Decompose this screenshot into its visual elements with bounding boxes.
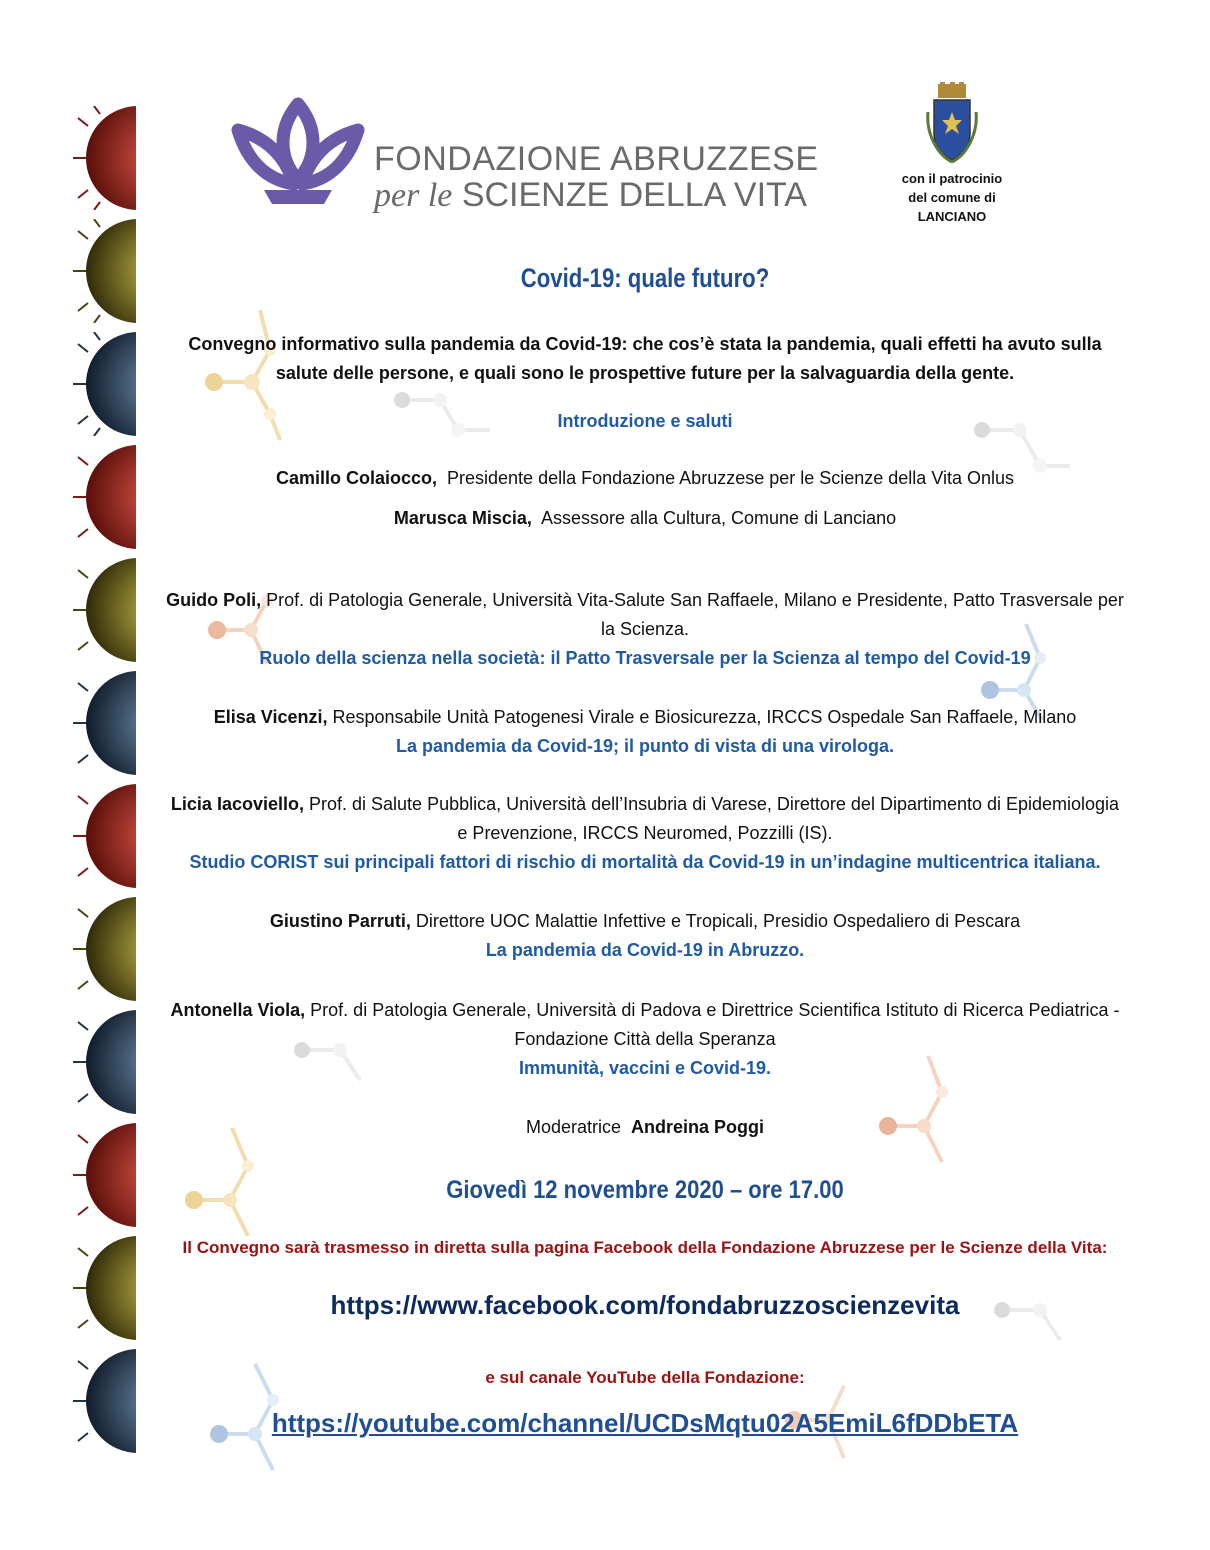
speaker-name: Giustino Parruti, [269,911,411,931]
virus-icon-blue [70,1010,136,1114]
event-intro-line-2: salute delle persone, e quali sono le prospettive future per la salvaguardia della gente. [275,363,1015,383]
talk-speaker-line-2: la Scienza. [600,619,690,639]
talk-speaker-line-1 [150,586,1140,615]
virus-icon-blue [70,1349,136,1453]
speaker-role: Prof. di Patologia Generale, Università Vita-Salute San Raffaele, Milano e Presidente, Patto Trasversale per [266,590,1124,610]
coat-of-arms-icon [926,82,978,164]
talk-speaker-line-2: Fondazione Città della Speranza [514,1029,776,1049]
youtube-note: e sul canale YouTube della Fondazione: [485,1368,805,1387]
event-intro-line-1: Convegno informativo sulla pandemia da Covid-19: che cos’è stata la pandemia, quali effetti ha avuto sulla [188,334,1102,354]
talk-5 [150,996,1140,1083]
lotus-logo-icon [228,88,368,206]
virus-icon-red [70,445,136,549]
speaker-role: Presidente della Fondazione Abruzzese per le Scienze della Vita Onlus [447,468,1015,488]
talk-2 [150,703,1140,761]
speaker-name: Elisa Vicenzi, [213,707,328,727]
logo-name-italic: per le [374,177,453,214]
talk-topic: Immunità, vaccini e Covid-19. [518,1058,772,1078]
speaker-role: Prof. di Patologia Generale, Università di Padova e Direttrice Scientifica Istituto di Ricerca Pediatrica - [310,1000,1120,1020]
event-date-time: Giovedì 12 novembre 2020 – ore 17.00 [446,1176,844,1204]
talk-speaker-line-2: e Prevenzione, IRCCS Neuromed, Pozzilli (IS). [457,823,833,843]
speaker-name: Marusca Miscia, [393,508,532,528]
patronage-line-3: LANCIANO [917,209,987,224]
logo-name-line1: FONDAZIONE ABRUZZESE [374,140,819,178]
speaker-name: Guido Poli, [166,590,262,610]
talk-topic: Studio CORIST sui principali fattori di rischio di mortalità da Covid-19 in un’indagine multicentrica italiana. [189,852,1101,872]
speaker-role: Prof. di Salute Pubblica, Università dell’Insubria di Varese, Direttore del Dipartimento di Epidemiologia [309,794,1120,814]
event-title: Covid-19: quale futuro? [520,263,770,293]
virus-icon-blue [70,332,136,436]
talk-1 [150,586,1140,673]
virus-icon-olive [70,1236,136,1340]
virus-icon-red [70,106,136,210]
logo-name-line2 [374,176,807,215]
intro-section-label: Introduzione e saluti [557,411,733,431]
virus-icon-olive [70,219,136,323]
talk-speaker-line-1 [150,790,1140,819]
speaker-name: Camillo Colaiocco, [275,468,437,488]
virus-decoration-strip [70,106,136,1462]
speaker-name: Licia Iacoviello, [170,794,304,814]
foundation-logo [228,88,819,214]
talk-topic: Ruolo della scienza nella società: il Patto Trasversale per la Scienza al tempo del Covid-19 [259,648,1031,668]
patronage-line-2: del comune di [908,190,996,205]
patronage-line-1: con il patrocinio [901,171,1003,186]
greeting-speaker-2 [150,504,1140,533]
talk-topic: La pandemia da Covid-19; il punto di vista di una virologa. [395,736,895,756]
youtube-link[interactable]: https://youtube.com/channel/UCDsMqtu02A5EmiL6fDDbETA [271,1408,1019,1438]
virus-icon-blue [70,671,136,775]
greeting-speaker-1 [150,464,1140,493]
virus-icon-olive [70,558,136,662]
patronage-block [878,82,1026,226]
moderator-name: Andreina Poggi [631,1117,765,1137]
facebook-note: Il Convegno sarà trasmesso in diretta sulla pagina Facebook della Fondazione Abruzzese per le Scienze della Vita: [182,1238,1108,1257]
talk-4 [150,907,1140,965]
moderator [150,1113,1140,1142]
speaker-role: Responsabile Unità Patogenesi Virale e Biosicurezza, IRCCS Ospedale San Raffaele, Milano [332,707,1077,727]
virus-icon-red [70,784,136,888]
talk-speaker-line-1 [150,703,1140,732]
event-intro [150,330,1140,388]
speaker-name: Antonella Viola, [170,1000,306,1020]
talk-topic: La pandemia da Covid-19 in Abruzzo. [485,940,805,960]
logo-name-caps: SCIENZE DELLA VITA [461,176,807,214]
virus-icon-red [70,1123,136,1227]
virus-icon-olive [70,897,136,1001]
talk-speaker-line-1 [150,907,1140,936]
moderator-label: Moderatrice [525,1117,621,1137]
facebook-link[interactable]: https://www.facebook.com/fondabruzzoscienzevita [330,1290,960,1320]
speaker-role: Direttore UOC Malattie Infettive e Tropicali, Presidio Ospedaliero di Pescara [415,911,1021,931]
speaker-role: Assessore alla Cultura, Comune di Lanciano [540,508,897,528]
talk-3 [150,790,1140,877]
talk-speaker-line-1 [150,996,1140,1025]
